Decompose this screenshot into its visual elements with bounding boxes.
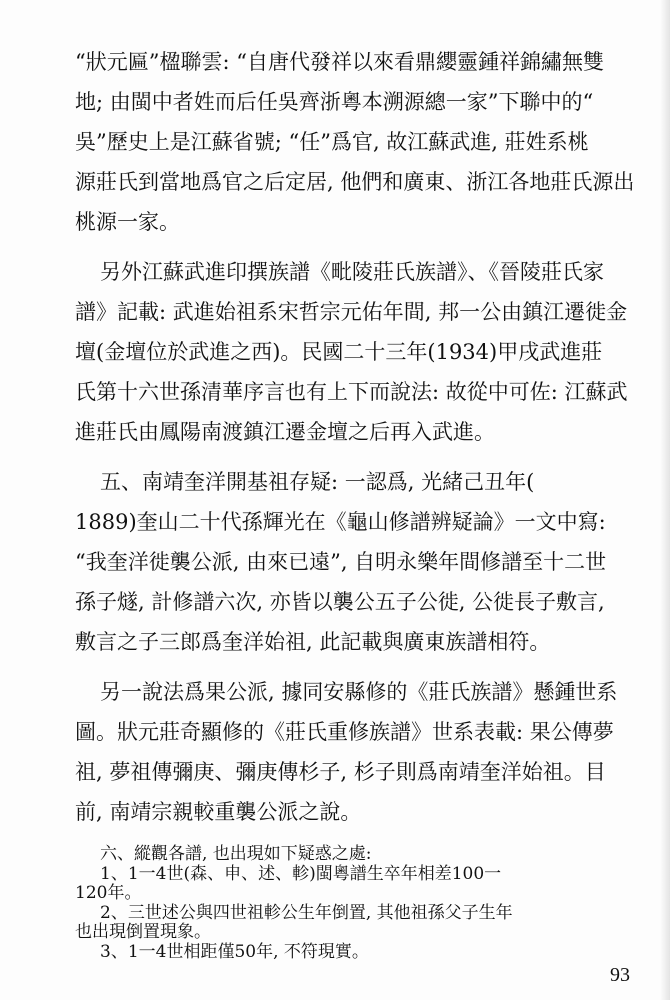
paragraph-start-line: 另外江蘇武進印撰族譜《毗陵莊氏族譜》、《晉陵莊氏家	[100, 260, 604, 284]
text-line: 桃源一家。	[75, 210, 180, 234]
text-line: 譜》記載: 武進始祖系宋哲宗元佑年間, 邦一公由鎮江遷徙金	[75, 300, 628, 324]
paragraph-start-line: 六、縱觀各譜, 也出現如下疑惑之處:	[100, 844, 372, 864]
text-line: 氏第十六世孫清華序言也有上下而說法: 故從中可佐: 江蘇武	[75, 380, 628, 404]
text-line: 圖。狀元莊奇顯修的《莊氏重修族譜》世系表載: 果公傳夢	[75, 720, 614, 744]
paragraph-start-line: 2、三世述公與四世祖軫公生年倒置, 其他祖孫父子生年	[100, 902, 513, 923]
text-line: 源莊氏到當地爲官之后定居, 他們和廣東、浙江各地莊氏源出	[75, 170, 635, 194]
paragraph-start-line: 3、1一4世相距僅50年, 不符現實。	[100, 942, 369, 962]
text-line: 祖, 夢祖傳彌庚、彌庚傳杉子, 杉子則爲南靖奎洋始祖。目	[75, 760, 606, 784]
text-line: “狀元匾”楹聯雲: “自唐代發祥以來看鼎纓靈鍾祥錦繡無雙	[75, 50, 604, 74]
text-line: 敷言之子三郎爲奎洋始祖, 此記載與廣東族譜相符。	[75, 630, 551, 654]
text-line: 進莊氏由鳳陽南渡鎮江遷金壇之后再入武進。	[75, 420, 495, 444]
text-line: 120年。	[75, 883, 142, 904]
paragraph-start-line: 1、1一4世(森、申、述、軫)閩粵譜生卒年相差100一	[100, 863, 502, 884]
paragraph-start-line: 五、南靖奎洋開基祖存疑: 一認爲, 光緒己丑年(	[100, 470, 535, 494]
page-number: 93	[610, 964, 630, 986]
text-line: 1889)奎山二十代孫輝光在《龜山修譜辨疑論》一文中寫:	[75, 510, 606, 534]
text-line: 地; 由閩中者姓而后任吳齊浙粵本溯源總一家”下聯中的“	[75, 90, 594, 114]
text-line: 前, 南靖宗親較重襲公派之說。	[75, 800, 362, 824]
paragraph-start-line: 另一說法爲果公派, 據同安縣修的《莊氏族譜》懸鍾世系	[100, 680, 618, 704]
page-edge-shadow	[660, 0, 670, 1000]
text-line: 吳”歷史上是江蘇省號; “任”爲官, 故江蘇武進, 莊姓系桃	[75, 130, 589, 154]
text-line: 也出現倒置現象。	[75, 922, 211, 943]
text-line: 壇(金壇位於武進之西)。民國二十三年(1934)甲戌武進莊	[75, 340, 603, 364]
text-line: 孫子燧, 計修譜六次, 亦皆以襲公五子公徙, 公徙長子敷言,	[75, 590, 605, 614]
text-line: “我奎洋徙襲公派, 由來已遠”, 自明永樂年間修譜至十二世	[75, 550, 607, 574]
